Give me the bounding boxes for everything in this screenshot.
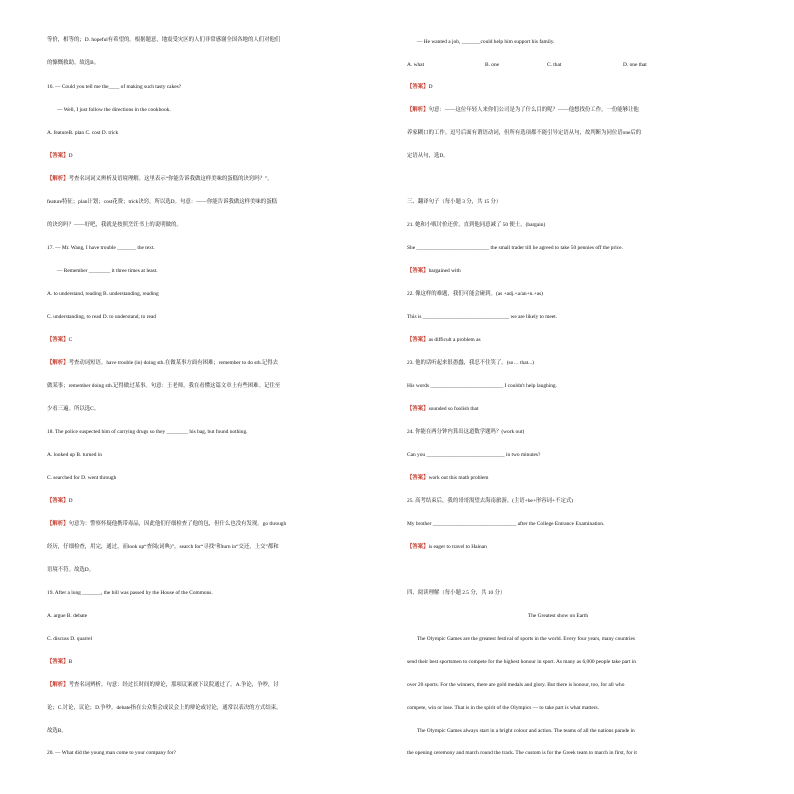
options-line: C. searched for D. went through xyxy=(47,475,117,481)
options-line: A. to understand, reading B. understanding, reading xyxy=(47,291,159,297)
answer-line xyxy=(47,659,72,666)
text-line: — Well, I just follow the directions in the cookbook. xyxy=(57,107,171,113)
text-line: 论；C.讨论，议论；D.争吵。debate指在公众集会或议会上的辩论或讨论，通常以表决的方式结束， xyxy=(47,705,282,711)
answer-tag: 【答案】 xyxy=(47,659,69,665)
analysis-text: 考查动词短语。have trouble (in) doing sth.在做某事方面有困难；remember to do sth.记得去 xyxy=(68,360,279,366)
answer-line xyxy=(47,153,72,160)
answer-value: B xyxy=(68,659,73,665)
section-heading: 四、阅读理解（每小题 2.5 分，共 10 分） xyxy=(407,590,506,596)
answer-value: C xyxy=(68,337,73,343)
answer-line xyxy=(407,475,488,482)
question-20: 20. — What did the young man come to your company for? xyxy=(47,750,176,756)
question-17: 17. — Mr. Wang, I have trouble _______ the text. xyxy=(47,245,155,251)
passage-line: the opening ceremony and march round the track. The custom is for the Greek team to march in first, for it xyxy=(407,750,637,756)
answer-tag: 【答案】 xyxy=(407,406,429,412)
answer-line xyxy=(407,406,478,413)
analysis-text: 考查名词词义辨析及语境理解。这里表示“你能告诉我做这样美味的蛋糕的诀窍吗？”。 xyxy=(68,176,273,182)
text-line: — He wanted a job, _______could help him support his family. xyxy=(417,39,555,45)
passage-line: The Olympic Games are the greatest festival of sports in the world. Every four years, many countries xyxy=(417,636,635,642)
option-b: B. one xyxy=(485,62,500,68)
answer-value: work out this math problem xyxy=(428,475,489,481)
text-line: 的慷慨救助。故选B。 xyxy=(47,60,100,66)
question-18: 18. The police suspected him of carrying drugs so they ________ his bag, but found nothing. xyxy=(47,429,248,435)
options-line: A. looked up B. turned in xyxy=(47,452,102,458)
analysis-tag: 【解析】 xyxy=(47,682,69,688)
options-line: A. argue B. debate xyxy=(47,613,88,619)
answer-line xyxy=(47,337,72,344)
analysis-tag: 【解析】 xyxy=(47,521,69,527)
analysis-line xyxy=(47,176,273,183)
text-line: My brother _______________________________ after the College Entrance Examination. xyxy=(407,521,605,527)
answer-tag: 【答案】 xyxy=(407,337,429,343)
option-c: C. that xyxy=(547,62,562,68)
options-line: C. discuss D. quarrel xyxy=(47,636,93,642)
text-line: 语境不符。故选D。 xyxy=(47,567,95,573)
question-19: 19. After a long _______, the bill was passed by the House of the Commons. xyxy=(47,590,213,596)
answer-line xyxy=(407,544,487,551)
text-line: 故选B。 xyxy=(47,728,67,734)
text-line: His words ___________________________ I couldn't help laughing. xyxy=(407,383,557,389)
text-line: 养家糊口的工作。逗号后面有谓语动词，但所有选项都不能引导定语从句，故判断为同位语one后的 xyxy=(407,130,642,136)
analysis-text: 句意为：警察怀疑他携带毒品，因此他们仔细检查了他的包，但什么也没有发现。go through xyxy=(68,521,287,527)
passage-line: compete, win or lose. That is in the spirit of the Olympics — to take part is what matters. xyxy=(407,705,599,711)
options-line: A. featureB. plan C. cost D. trick xyxy=(47,130,119,136)
analysis-tag: 【解析】 xyxy=(407,107,429,113)
answer-value: D xyxy=(68,153,73,159)
analysis-line xyxy=(47,521,286,528)
analysis-tag: 【解析】 xyxy=(47,176,69,182)
answer-value: is eager to travel to Hainan xyxy=(428,544,487,550)
options-line: C. understanding, to read D. to understand, to read xyxy=(47,314,156,320)
question-22: 22. 像这样的难题，我们可能会碰到。(as +adj.+a/an+n.+as) xyxy=(407,291,543,297)
answer-line xyxy=(407,268,461,275)
text-line: feature特征；plan计划；cost花费；trick诀窍。所以选D。句意：——你能告诉我做这样美味的蛋糕 xyxy=(47,199,277,205)
answer-value: D xyxy=(68,498,73,504)
answer-value: bargained with xyxy=(428,268,461,274)
answer-tag: 【答案】 xyxy=(407,84,429,90)
text-line: This is ________________________________ we are likely to meet. xyxy=(407,314,558,320)
text-line: 定语从句，选D。 xyxy=(407,153,449,159)
analysis-text: 句意：——这位年轻人来你们公司是为了什么目的呢？——他想找份工作，一份能够让他 xyxy=(428,107,639,113)
question-23: 23. 他的话听起来很愚蠢，我忍不住笑了。(so… that...) xyxy=(407,360,534,366)
text-line: 等价，相等的；D. hopeful有希望的。根据题意，地震受灾区的人们非常感谢全国各地的人们对他们 xyxy=(47,37,281,43)
answer-line xyxy=(407,84,432,91)
answer-tag: 【答案】 xyxy=(407,475,429,481)
analysis-line xyxy=(47,360,278,367)
passage-line: over 20 sports. For the winners, there are gold medals and glory. But there is honour, too, for all who xyxy=(407,682,625,688)
answer-tag: 【答案】 xyxy=(407,544,429,550)
text-line: 经历，仔细检查，用完，通过，而look up“查阅(词典)”，search for“寻找”和turn in“交还，上交”都和 xyxy=(47,544,279,550)
passage-title: The Greatest show on Earth xyxy=(527,613,589,619)
text-line: 的诀窍吗？——好吧，我就是按照烹饪书上的说明做的。 xyxy=(47,222,182,228)
question-25: 25. 高考结束后，我的哥哥渴望去海南旅游。(主语+be+形容词+不定式) xyxy=(407,498,574,504)
answer-value: D xyxy=(428,84,433,90)
answer-tag: 【答案】 xyxy=(407,268,429,274)
text-line: She ___________________________ the small trader till he agreed to take 50 pennies off the price. xyxy=(407,245,623,251)
answer-line xyxy=(407,337,481,344)
answer-tag: 【答案】 xyxy=(47,337,69,343)
option-a: A. what xyxy=(407,62,425,68)
text-line: — Remember ________ it three times at least. xyxy=(57,268,158,274)
text-line: 做某事；remember doing sth.记得做过某事。句意：王老师，我在看懂这篇文章上有些困难。记住至 xyxy=(47,383,281,389)
answer-tag: 【答案】 xyxy=(47,153,69,159)
section-heading: 三、翻译句子（每小题 3 分，共 15 分） xyxy=(407,199,502,205)
text-line: 少看三遍。所以选C。 xyxy=(47,406,100,412)
answer-line xyxy=(47,498,72,505)
analysis-text: 考查名词辨析。句意：经过长时间的辩论，那项议案被下议院通过了。A.争论，争吵，讨 xyxy=(68,682,279,688)
question-16: 16. — Could you tell me the____ of making such tasty cakes? xyxy=(47,84,182,90)
analysis-line xyxy=(407,107,639,114)
question-24: 24. 你能在两分钟内算出这道数学题吗？(work out) xyxy=(407,429,525,435)
passage-line: send their best sportsmen to compete for the highest honour in sport. As many as 6,000 people take part in xyxy=(407,659,636,665)
text-line: Can you _____________________________ in two minutes? xyxy=(407,452,541,458)
answer-tag: 【答案】 xyxy=(47,498,69,504)
analysis-tag: 【解析】 xyxy=(47,360,69,366)
analysis-line xyxy=(47,682,279,689)
question-21: 21. 她和小贩讨价还价，直到他同意减了 50 便士。(bargain) xyxy=(407,222,546,228)
answer-value: sounded so foolish that xyxy=(428,406,479,412)
passage-line: The Olympic Games always start in a bright colour and action. The teams of all the nations parade in xyxy=(417,728,635,734)
answer-value: as difficult a problem as xyxy=(428,337,481,343)
option-d: D. one that xyxy=(623,62,647,68)
